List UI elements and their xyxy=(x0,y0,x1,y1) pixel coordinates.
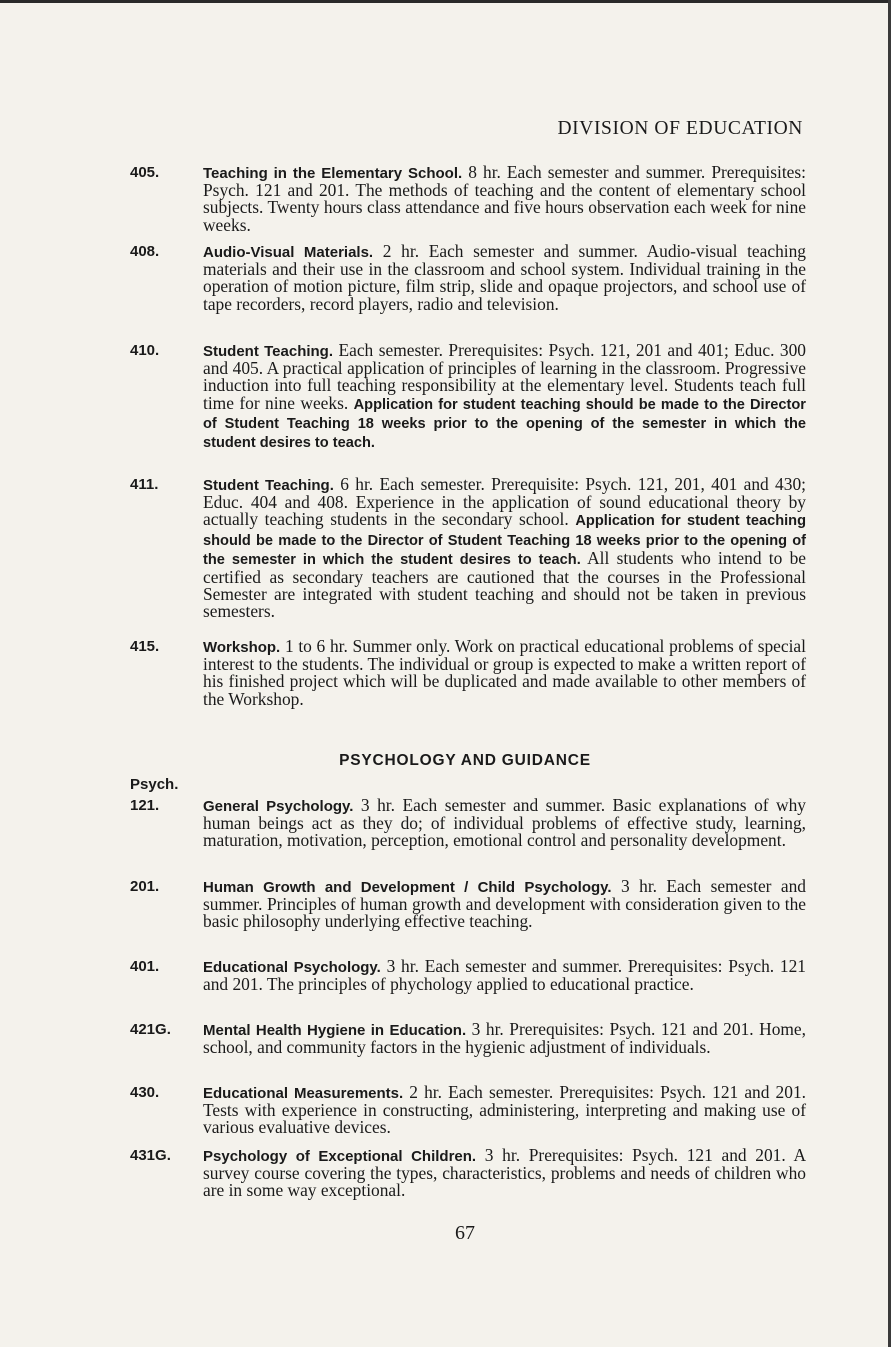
course-number: 408. xyxy=(130,243,160,260)
course-entry-431g xyxy=(130,1147,806,1200)
course-entry-410 xyxy=(130,342,806,452)
course-description xyxy=(203,638,806,708)
running-header: DIVISION OF EDUCATION xyxy=(557,118,803,139)
page-edge-top xyxy=(0,0,891,3)
course-description xyxy=(203,476,806,621)
course-description xyxy=(203,1147,806,1200)
course-text: 1 to 6 hr. Summer only. Work on practical educational problems of special interest to the students. The individual or group is expected to make a written report of his finished project which will be duplicated and made available to other members of the Workshop. xyxy=(203,636,806,709)
course-description xyxy=(203,164,806,234)
department-label: Psych. xyxy=(130,776,179,793)
course-text: 2 hr. Each semester and summer. Audio-visual teaching materials and their use in the classroom and school system. Individual training in the operation of motion picture, film strip, slide and opaque projectors, and school use of tape recorders, record players, radio and television. xyxy=(203,241,806,314)
application-note: Application for student teaching should be made to the Director of Student Teaching 18 weeks prior to the opening of the semester in which the student desires to teach. xyxy=(203,396,806,452)
course-title: Student Teaching. xyxy=(203,477,334,494)
course-number: 415. xyxy=(130,638,160,655)
course-description xyxy=(203,797,806,850)
application-note: Application for student teaching should be made to the Director of Student Teaching 18 weeks prior to the opening of the semester in which the student desires to teach. xyxy=(203,513,807,568)
course-number: 430. xyxy=(130,1084,160,1101)
course-number: 421G. xyxy=(130,1021,171,1038)
course-title: Psychology of Exceptional Children. xyxy=(203,1148,477,1165)
course-title: Workshop. xyxy=(203,639,281,656)
course-description xyxy=(203,1021,806,1056)
course-number: 405. xyxy=(130,164,160,181)
course-entry-405 xyxy=(130,164,806,234)
course-title: Teaching in the Elementary School. xyxy=(203,165,463,182)
course-text: 6 hr. Each semester. Prerequisite: Psych. 121, 201, 401 and 430; Educ. 404 and 408. Experience in the application of sound educational theory by actually teaching students in the secondary school. xyxy=(203,474,806,530)
course-entry-415 xyxy=(130,638,806,708)
course-number: 431G. xyxy=(130,1147,171,1164)
course-description xyxy=(203,243,806,313)
course-number: 401. xyxy=(130,958,160,975)
course-entry-401 xyxy=(130,958,806,993)
course-text: 3 hr. Each semester and summer. Principles of human growth and development with consideration given to the basic philosophy underlying effective teaching. xyxy=(203,876,806,932)
course-entry-430 xyxy=(130,1084,806,1137)
course-description xyxy=(203,342,806,452)
course-title: Audio-Visual Materials. xyxy=(203,244,374,261)
course-text: 3 hr. Each semester and summer. Basic explanations of why human beings act as they do; of individual problems of effective study, learning, maturation, motivation, perception, emotional control and personality development. xyxy=(203,795,806,851)
course-text: 8 hr. Each semester and summer. Prerequisites: Psych. 121 and 201. The methods of teaching and the content of elementary school subjects. Twenty hours class attendance and five hours observation each week for nine weeks. xyxy=(203,162,806,235)
course-number: 411. xyxy=(130,476,159,493)
course-title: Educational Psychology. xyxy=(203,959,381,976)
section-heading: PSYCHOLOGY AND GUIDANCE xyxy=(339,752,591,769)
course-text: Each semester. Prerequisites: Psych. 121, 201 and 401; Educ. 300 and 405. A practical application of principles of learning in the classroom. Progressive induction into full teaching responsibility at the elementary level. Students teach full time for nine weeks. xyxy=(203,340,806,413)
course-description xyxy=(203,878,806,931)
course-text-after: All students who intend to be certified as secondary teachers are cautioned that the courses in the Professional Semester are integrated with student teaching and should not be taken in previous semesters. xyxy=(203,547,806,622)
course-title: Human Growth and Development / Child Psychology. xyxy=(203,879,612,896)
course-text: 3 hr. Prerequisites: Psych. 121 and 201. Home, school, and community factors in the hygienic adjustment of individuals. xyxy=(203,1019,806,1058)
course-entry-121 xyxy=(130,797,806,850)
course-description xyxy=(203,1084,806,1137)
course-title: Mental Health Hygiene in Education. xyxy=(203,1022,467,1039)
course-number: 410. xyxy=(130,342,160,359)
course-entry-201 xyxy=(130,878,806,931)
course-text: 3 hr. Each semester and summer. Prerequisites: Psych. 121 and 201. The principles of phychology applied to educational practice. xyxy=(203,956,806,995)
course-entry-421g xyxy=(130,1021,806,1056)
course-text: 3 hr. Prerequisites: Psych. 121 and 201. A survey course covering the types, characteristics, problems and needs of children who are in some way exceptional. xyxy=(203,1145,807,1201)
course-entry-411 xyxy=(130,476,806,621)
course-entry-408 xyxy=(130,243,806,313)
course-description xyxy=(203,958,806,993)
course-number: 201. xyxy=(130,878,160,895)
course-title: General Psychology. xyxy=(203,798,354,815)
course-title: Student Teaching. xyxy=(203,343,334,360)
course-text: 2 hr. Each semester. Prerequisites: Psych. 121 and 201. Tests with experience in constructing, administering, interpreting and making use of various evaluative devices. xyxy=(203,1082,806,1138)
course-title: Educational Measurements. xyxy=(203,1085,404,1102)
course-number: 121. xyxy=(130,797,160,814)
page-number: 67 xyxy=(455,1222,475,1244)
